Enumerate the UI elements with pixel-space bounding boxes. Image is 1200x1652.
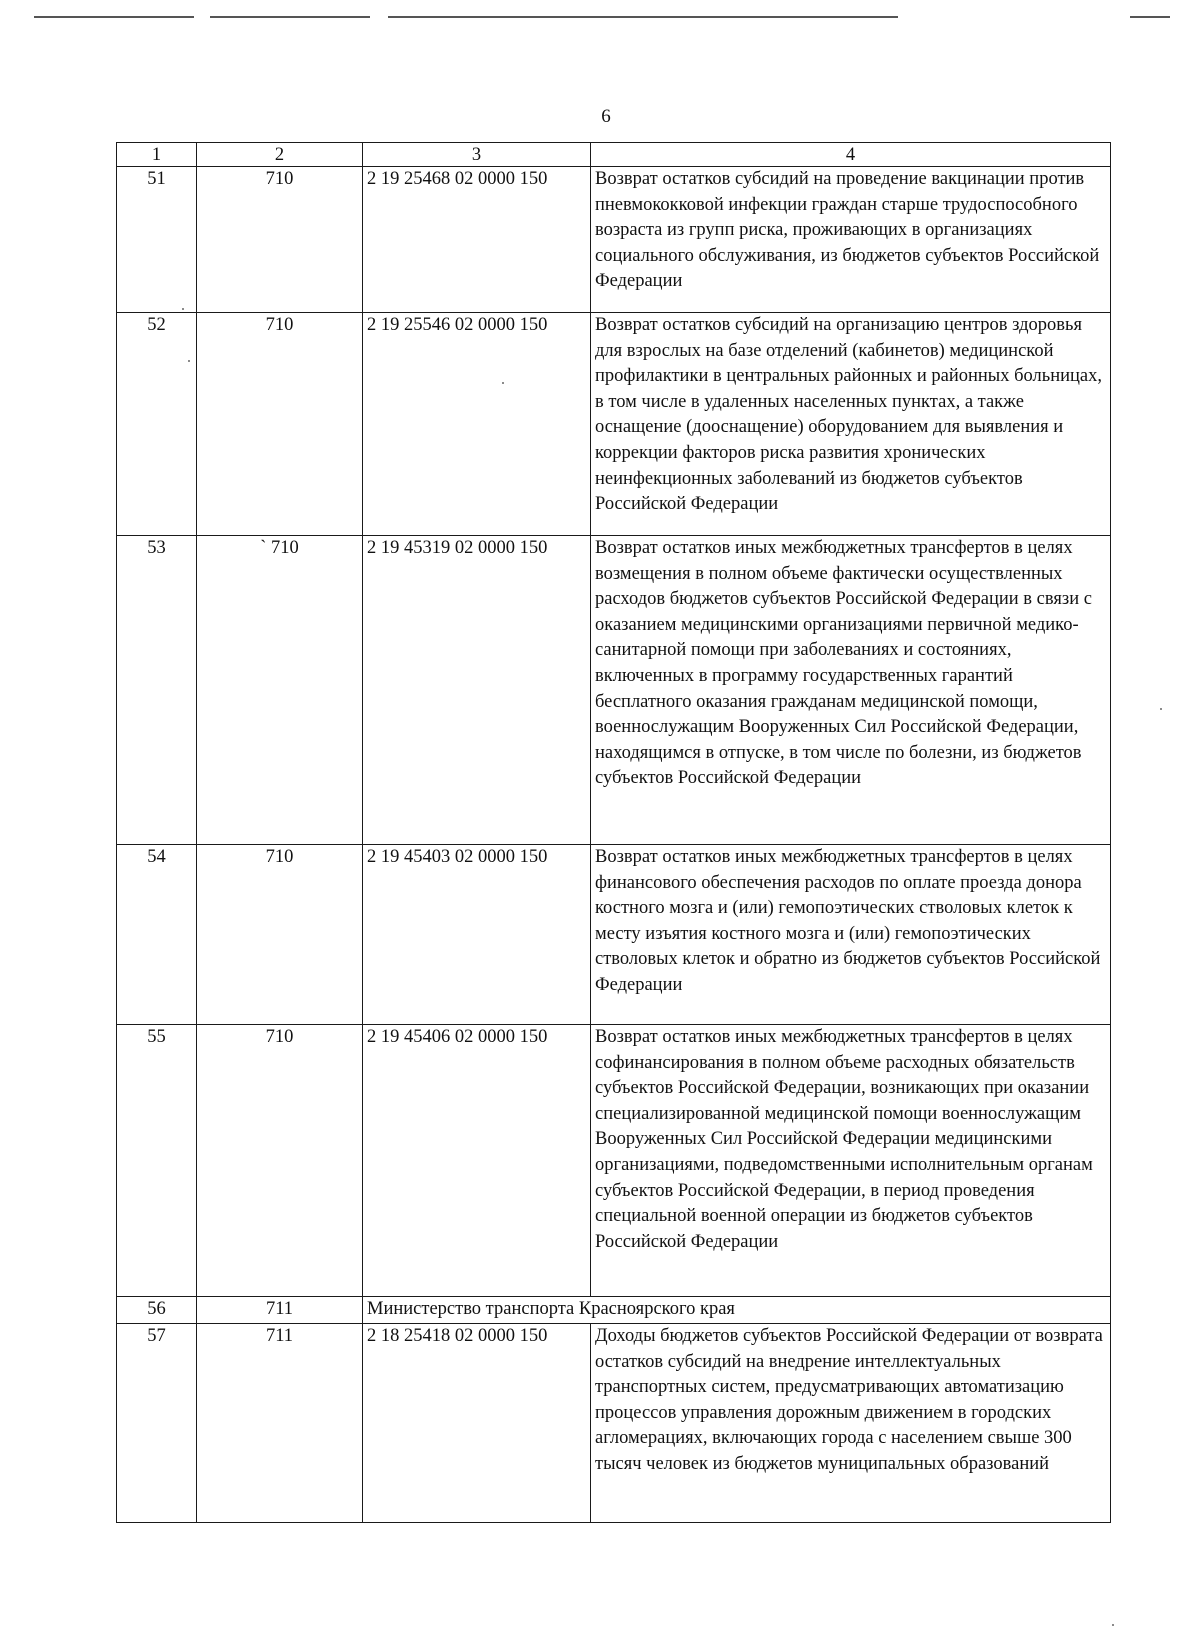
revenue-description: Возврат остатков субсидий на проведение вакцинации против пневмококковой инфекции граждан старше трудоспособного возраста из групп риска, проживающих в организациях социального обслуживания, из бюджетов субъектов Российской Федерации <box>591 167 1111 313</box>
budget-classification-code: 2 19 25468 02 0000 150 <box>363 167 591 313</box>
table-row <box>117 845 1111 1025</box>
column-header: 3 <box>363 143 591 167</box>
table-row <box>117 1324 1111 1523</box>
column-header: 1 <box>117 143 197 167</box>
page-number: 6 <box>601 106 611 127</box>
row-number: 54 <box>117 845 197 1025</box>
revenue-description: Доходы бюджетов субъектов Российской Федерации от возврата остатков субсидий на внедрение интеллектуальных транспортных систем, предусматривающих автоматизацию процессов управления дорожным движением в городских агломерациях, включающих города с населением свыше 300 тысяч человек из бюджетов муниципальных образований <box>591 1324 1111 1523</box>
budget-classification-code: 2 18 25418 02 0000 150 <box>363 1324 591 1523</box>
table-row <box>117 1297 1111 1324</box>
scan-speck <box>182 308 184 310</box>
scan-speck <box>1112 1624 1114 1626</box>
administrator-code: 710 <box>197 1025 363 1297</box>
row-number: 53 <box>117 536 197 845</box>
administrator-code: 711 <box>197 1324 363 1523</box>
revenue-codes-table <box>116 142 1111 1523</box>
table-row <box>117 536 1111 845</box>
budget-classification-code: 2 19 45319 02 0000 150 <box>363 536 591 845</box>
scan-speck <box>1160 708 1162 710</box>
column-header: 2 <box>197 143 363 167</box>
column-header: 4 <box>591 143 1111 167</box>
table-row <box>117 313 1111 536</box>
table-header-row <box>117 143 1111 167</box>
table-row <box>117 1025 1111 1297</box>
scan-artifact-line <box>210 16 370 18</box>
administrator-code: 711 <box>197 1297 363 1324</box>
row-number: 56 <box>117 1297 197 1324</box>
revenue-description: Возврат остатков субсидий на организацию центров здоровья для взрослых на базе отделений (кабинетов) медицинской профилактики в центральных районных и районных больницах, в том числе в удаленных населенных пунктах, а также оснащение (дооснащение) оборудованием для выявления и коррекции факторов риска развития хронических неинфекционных заболеваний из бюджетов субъектов Российской Федерации <box>591 313 1111 536</box>
scan-artifact-line <box>34 16 194 18</box>
table-row <box>117 167 1111 313</box>
row-number: 55 <box>117 1025 197 1297</box>
budget-classification-code: 2 19 25546 02 0000 150 <box>363 313 591 536</box>
scan-artifact-line <box>388 16 898 18</box>
budget-classification-code: 2 19 45406 02 0000 150 <box>363 1025 591 1297</box>
administrator-code: ` 710 <box>197 536 363 845</box>
administrator-code: 710 <box>197 845 363 1025</box>
row-number: 57 <box>117 1324 197 1523</box>
administrator-code: 710 <box>197 167 363 313</box>
revenue-description: Возврат остатков иных межбюджетных трансфертов в целях возмещения в полном объеме фактически осуществленных расходов бюджетов субъектов Российской Федерации в связи с оказанием медицинскими организациями первичной медико-санитарной помощи при заболеваниях и состояниях, включенных в программу государственных гарантий бесплатного оказания гражданам медицинской помощи, военнослужащим Вооруженных Сил Российской Федерации, находящимся в отпуске, в том числе по болезни, из бюджетов субъектов Российской Федерации <box>591 536 1111 845</box>
scan-artifact-line <box>1130 16 1170 18</box>
section-title: Министерство транспорта Красноярского края <box>363 1297 1111 1324</box>
row-number: 51 <box>117 167 197 313</box>
budget-classification-code: 2 19 45403 02 0000 150 <box>363 845 591 1025</box>
scan-speck <box>188 360 190 362</box>
administrator-code: 710 <box>197 313 363 536</box>
revenue-description: Возврат остатков иных межбюджетных трансфертов в целях финансового обеспечения расходов по оплате проезда донора костного мозга и (или) гемопоэтических стволовых клеток к месту изъятия костного мозга и (или) гемопоэтических стволовых клеток и обратно из бюджетов субъектов Российской Федерации <box>591 845 1111 1025</box>
revenue-description: Возврат остатков иных межбюджетных трансфертов в целях софинансирования в полном объеме расходных обязательств субъектов Российской Федерации, возникающих при оказании специализированной медицинской помощи военнослужащим Вооруженных Сил Российской Федерации медицинскими организациями, подведомственными исполнительным органам субъектов Российской Федерации, в период проведения специальной военной операции из бюджетов субъектов Российской Федерации <box>591 1025 1111 1297</box>
scan-speck <box>502 382 504 384</box>
row-number: 52 <box>117 313 197 536</box>
